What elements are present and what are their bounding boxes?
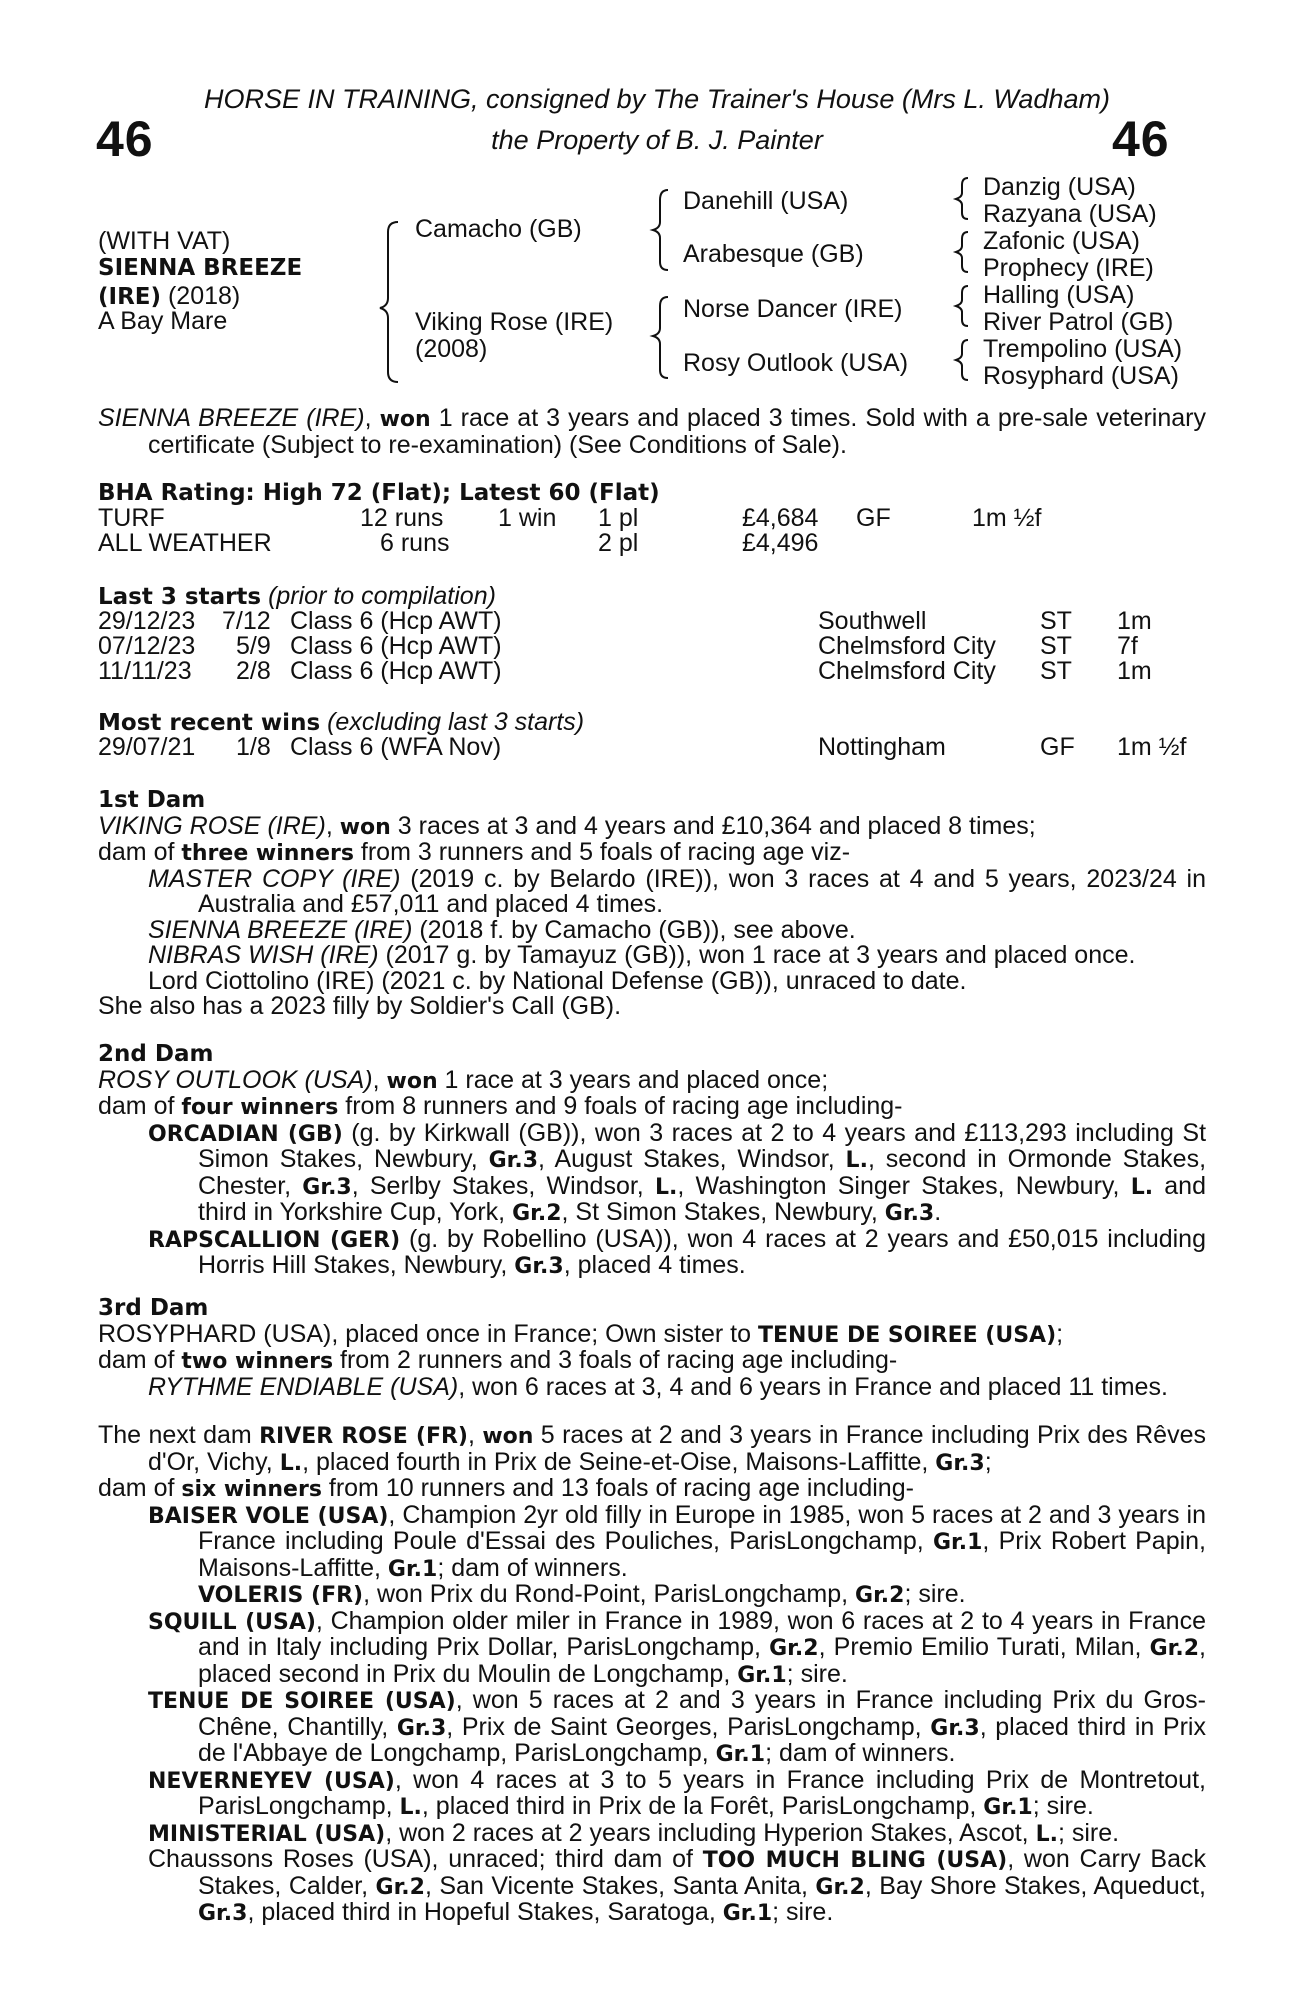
pedigree-gen3-7: Trempolino (USA) (983, 335, 1183, 363)
offspring-nibras-wish: NIBRAS WISH (IRE) (2017 g. by Tamayuz (GB)), won 1 race at 3 years and placed once. (148, 941, 1136, 969)
offspring-sienna-breeze: SIENNA BREEZE (IRE) (2018 f. by Camacho (GB)), see above. (148, 915, 856, 944)
pedigree-sire-dam: Arabesque (GB) (683, 240, 864, 268)
bha-turf-surface: TURF (98, 504, 165, 532)
offspring-neverneyev: NEVERNEYEV (USA), won 4 races at 3 to 5 years in France including Prix de Montretout, ParisLongchamp, L., placed third in Prix de la Forêt, ParisLongchamp, Gr.1; sire. (148, 1765, 1206, 1820)
last3-row-1-pos: 7/12 (222, 607, 271, 635)
recent-wins-title: Most recent wins (98, 710, 321, 736)
bha-turf-distance: 1m ½f (972, 504, 1042, 532)
bha-turf-wins: 1 win (498, 504, 557, 532)
vat-note: (WITH VAT) (98, 227, 231, 255)
header-property: the Property of B. J. Painter (491, 125, 823, 155)
bha-turf-runs: 12 runs (360, 504, 444, 532)
pedigree-sire: Camacho (GB) (415, 215, 582, 243)
last3-row-2-course: Chelmsford City (818, 632, 996, 660)
bha-aw-runs: 6 runs (380, 529, 450, 557)
pedigree-dam-dam: Rosy Outlook (USA) (683, 349, 909, 377)
last3-row-2-race: Class 6 (Hcp AWT) (290, 632, 502, 660)
first-dam-note: She also has a 2023 filly by Soldier's Call (GB). (98, 992, 622, 1020)
pedigree-gen3-4: Prophecy (IRE) (983, 254, 1154, 282)
last3-row-2-pos: 5/9 (236, 632, 271, 660)
horse-name: SIENNA BREEZE (98, 255, 303, 281)
pedigree-gen3-8: Rosyphard (USA) (983, 362, 1179, 390)
last3-row-1-dist: 1m (1117, 607, 1152, 635)
offspring-chaussons-roses: Chaussons Roses (USA), unraced; third dam of TOO MUCH BLING (USA), won Carry Back Stakes, Calder, Gr.2, San Vicente Stakes, Santa Anita, Gr.2, Bay Shore Stakes, Aqueduct, Gr.3, placed third in Hopeful Stakes, Saratoga, Gr.1; sire. (148, 1845, 1207, 1926)
pedigree-sire-sire: Danehill (USA) (683, 187, 849, 215)
summary-horse-name: SIENNA BREEZE (IRE) (98, 404, 365, 432)
recent-row-race: Class 6 (WFA Nov) (290, 733, 502, 761)
lot-number-left: 46 (96, 111, 154, 167)
last3-row-3-going: ST (1040, 657, 1072, 685)
bha-aw-surface: ALL WEATHER (98, 529, 272, 557)
last3-row-3-race: Class 6 (Hcp AWT) (290, 657, 502, 685)
last3-title: Last 3 starts (98, 584, 262, 610)
offspring-ministerial: MINISTERIAL (USA), won 2 races at 2 years including Hyperion Stakes, Ascot, L.; sire. (148, 1818, 1120, 1847)
next-dam-section: The next dam RIVER ROSE (FR), won 5 races at 2 and 3 years in France including Prix des Rêves d'Or, Vichy, L., placed fourth in Prix de Seine-et-Oise, Maisons-Laffitte, Gr.3; dam of six winners from 10 runners and 13 foals of racing age including- BAISER VOLE (USA), Champion 2yr old filly in Europe in 1985, won 5 races at 2 and 3 years in France including Poule d'Essai des Pouliches, ParisLongchamp, Gr.1, Prix Robert Papin, Maisons-Laffitte, Gr.1; dam of winners. VOLERIS (FR), won Prix du Rond-Point, ParisLongchamp, Gr.2; sire. SQUILL (USA), Champion older miler in France in 1989, won 6 races at 2 to 4 years in France and in Italy including Prix Dollar, ParisLongchamp, Gr.2, Premio Emilio Turati, Milan, Gr.2, placed second in Prix du Moulin de Longchamp, Gr.1; sire. TENUE DE SOIREE (USA), won 5 races at 2 and 3 years in France including Prix du Gros-Chêne, Chantilly, Gr.3, Prix de Saint Georges, ParisLongchamp, Gr.3, placed third in Prix de l'Abbaye de Longchamp, ParisLongchamp, Gr.1; dam of winners. NEVERNEYEV (USA), won 4 races at 3 to 5 years in France including Prix de Montretout, ParisLongchamp, L., placed third in Prix de la Forêt, ParisLongchamp, Gr.1; sire. MINISTERIAL (USA), won 2 races at 2 years including Hyperion Stakes, Ascot, L.; sire. Chaussons Roses (USA), unraced; third dam of TOO MUCH BLING (USA), won Carry Back Stakes, Calder, Gr.2, San Vicente Stakes, Santa Anita, Gr.2, Bay Shore Stakes, Aqueduct, Gr.3, placed third in Hopeful Stakes, Saratoga, Gr.1; sire. (98, 1421, 1207, 1926)
second-dam-section: 2nd Dam ROSY OUTLOOK (USA), won 1 race at 3 years and placed once; dam of four winners from 8 runners and 9 foals of racing age including- ORCADIAN (GB) (g. by Kirkwall (GB)), won 3 races at 2 to 4 years and £113,293 including St Simon Stakes, Newbury, Gr.3, August Stakes, Windsor, L., second in Ormonde Stakes, Chester, Gr.3, Serlby Stakes, Windsor, L., Washington Singer Stakes, Newbury, L. and third in Yorkshire Cup, York, Gr.2, St Simon Stakes, Newbury, Gr.3. RAPSCALLION (GER) (g. by Robellino (USA)), won 4 races at 2 years and £50,015 including Horris Hill Stakes, Newbury, Gr.3, placed 4 times. (98, 1041, 1207, 1279)
bha-turf-going: GF (856, 504, 891, 532)
bha-turf-money: £4,684 (742, 504, 819, 532)
last3-row-1-going: ST (1040, 607, 1072, 635)
offspring-baiser-vole: BAISER VOLE (USA), Champion 2yr old filly in Europe in 1985, won 5 races at 2 and 3 years in France including Poule d'Essai des Pouliches, ParisLongchamp, Gr.1, Prix Robert Papin, Maisons-Laffitte, Gr.1; dam of winners. (148, 1500, 1206, 1582)
summary-won: won (379, 407, 431, 432)
offspring-master-copy: MASTER COPY (IRE) (2019 c. by Belardo (IRE)), won 3 races at 4 and 5 years, 2023/24 in Australia and £57,011 and placed 4 times. (148, 864, 1207, 918)
offspring-voleris: VOLERIS (FR), won Prix du Rond-Point, ParisLongchamp, Gr.2; sire. (198, 1580, 966, 1608)
second-dam-heading: 2nd Dam (98, 1041, 214, 1067)
pedigree-gen3-5: Halling (USA) (983, 281, 1135, 309)
recent-row-going: GF (1040, 733, 1075, 761)
last3-note: (prior to compilation) (261, 582, 496, 610)
summary-text: 1 race at 3 years and placed 3 times. Sold with a pre-sale veterinary certificate (Subject to re-examination) (See Conditions of Sale). (148, 404, 1206, 459)
last3-row-2-going: ST (1040, 632, 1072, 660)
last3-row-1-date: 29/12/23 (98, 607, 196, 635)
pedigree-dam: Viking Rose (IRE) (415, 308, 614, 336)
bha-aw-placed: 2 pl (598, 529, 639, 557)
first-dam-heading: 1st Dam (98, 787, 206, 813)
second-dam-name: ROSY OUTLOOK (USA) (98, 1065, 373, 1094)
recent-row-dist: 1m ½f (1117, 733, 1187, 761)
next-dam-name: RIVER ROSE (FR) (259, 1424, 468, 1449)
last3-row-1-race: Class 6 (Hcp AWT) (290, 607, 502, 635)
bha-rating-heading: BHA Rating: High 72 (Flat); Latest 60 (Flat) (98, 480, 660, 506)
pedigree-dam-sire: Norse Dancer (IRE) (683, 295, 903, 323)
recent-row-date: 29/07/21 (98, 733, 196, 761)
last3-row-3-date: 11/11/23 (98, 657, 192, 685)
first-dam-section: 1st Dam VIKING ROSE (IRE), won 3 races at 3 and 4 years and £10,364 and placed 8 times; dam of three winners from 3 runners and 5 foals of racing age viz- MASTER COPY (IRE) (2019 c. by Belardo (IRE)), won 3 races at 4 and 5 years, 2023/24 in Australia and £57,011 and placed 4 times. SIENNA BREEZE (IRE) (2018 f. by Camacho (GB)), see above. NIBRAS WISH (IRE) (2017 g. by Tamayuz (GB)), won 1 race at 3 years and placed once. Lord Ciottolino (IRE) (2021 c. by National Defense (GB)), unraced to date. She also has a 2023 filly by Soldier's Call (GB). (98, 787, 1207, 1020)
offspring-rythme-endiable: RYTHME ENDIABLE (USA), won 6 races at 3, 4 and 6 years in France and placed 11 times. (148, 1372, 1168, 1401)
last3-row-3-dist: 1m (1117, 657, 1152, 685)
last3-row-2-date: 07/12/23 (98, 632, 196, 660)
horse-country: (IRE) (98, 284, 162, 310)
recent-wins-note: (excluding last 3 starts) (320, 708, 585, 736)
recent-row-pos: 1/8 (236, 733, 271, 761)
horse-description: A Bay Mare (98, 307, 228, 335)
last3-row-3-course: Chelmsford City (818, 657, 996, 685)
recent-row-course: Nottingham (818, 733, 946, 761)
pedigree-gen3-6: River Patrol (GB) (983, 308, 1174, 336)
summary-paragraph: SIENNA BREEZE (IRE), won 1 race at 3 years and placed 3 times. Sold with a pre-sale veterinary certificate (Subject to re-examination) (See Conditions of Sale). (98, 404, 1206, 459)
pedigree-dam-year: (2008) (415, 335, 488, 363)
bha-aw-money: £4,496 (742, 529, 819, 557)
bha-turf-placed: 1 pl (598, 504, 639, 532)
last3-row-3-pos: 2/8 (236, 657, 271, 685)
lot-number-right: 46 (1112, 111, 1170, 167)
last3-row-1-course: Southwell (818, 607, 927, 635)
last3-row-2-dist: 7f (1117, 632, 1138, 660)
third-dam-section: 3rd Dam ROSYPHARD (USA), placed once in France; Own sister to TENUE DE SOIREE (USA); dam of two winners from 2 runners and 3 foals of racing age including- RYTHME ENDIABLE (USA), won 6 races at 3, 4 and 6 years in France and placed 11 times. (98, 1295, 1206, 1400)
offspring-squill: SQUILL (USA), Champion older miler in France in 1989, won 6 races at 2 to 4 years in France and in Italy including Prix Dollar, ParisLongchamp, Gr.2, Premio Emilio Turati, Milan, Gr.2, placed second in Prix du Moulin de Longchamp, Gr.1; sire. (148, 1606, 1206, 1688)
pedigree-gen3-3: Zafonic (USA) (983, 227, 1140, 255)
offspring-orcadian: ORCADIAN (GB) (g. by Kirkwall (GB)), won 3 races at 2 to 4 years and £113,293 including St Simon Stakes, Newbury, Gr.3, August Stakes, Windsor, L., second in Ormonde Stakes, Chester, Gr.3, Serlby Stakes, Windsor, L., Washington Singer Stakes, Newbury, L. and third in Yorkshire Cup, York, Gr.2, St Simon Stakes, Newbury, Gr.3. (148, 1118, 1207, 1226)
offspring-lord-ciottolino: Lord Ciottolino (IRE) (2021 c. by National Defense (GB)), unraced to date. (148, 966, 967, 995)
offspring-tenue-de-soiree: TENUE DE SOIREE (USA), won 5 races at 2 and 3 years in France including Prix du Gros-Chêne, Chantilly, Gr.3, Prix de Saint Georges, ParisLongchamp, Gr.3, placed third in Prix de l'Abbaye de Longchamp, ParisLongchamp, Gr.1; dam of winners. (148, 1686, 1206, 1767)
pedigree-gen3-1: Danzig (USA) (983, 173, 1136, 201)
first-dam-name: VIKING ROSE (IRE) (98, 811, 326, 840)
header-consignor: HORSE IN TRAINING, consigned by The Trainer's House (Mrs L. Wadham) (204, 84, 1110, 114)
pedigree-gen3-2: Razyana (USA) (983, 200, 1157, 228)
third-dam-heading: 3rd Dam (98, 1295, 209, 1321)
offspring-rapscallion: RAPSCALLION (GER) (g. by Robellino (USA)), won 4 races at 2 years and £50,015 including Horris Hill Stakes, Newbury, Gr.3, placed 4 times. (148, 1224, 1206, 1279)
horse-year: (2018) (161, 282, 241, 310)
